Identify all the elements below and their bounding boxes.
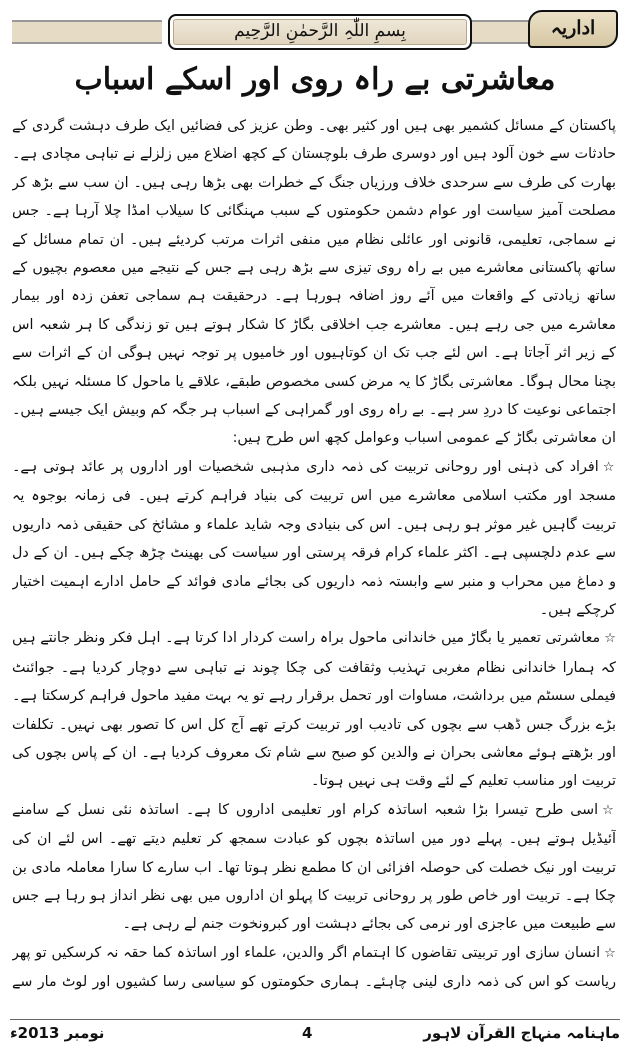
- page-number: 4: [302, 1024, 313, 1042]
- section-tag: [528, 10, 618, 48]
- magazine-name: ماہنامہ منہاج القرآن لاہور: [423, 1024, 620, 1042]
- paragraph-text: معاشرتی تعمیر یا بگاڑ میں خاندانی ماحول براہ راست کردار ادا کرتا ہے۔ اہل فکر ونظر جانتے ہیں کہ ہمارا خاندانی نظام مغربی تہذیب وثقافت کی چکا چوند نے تباہی سے دوچار کردیا ہے۔ جوائنٹ فیملی سسٹم میں برداشت، مساوات اور تحمل برقرار رہے تو یہ بہت مفید ماحول فراہم کرسکتا ہے۔ بڑے بزرگ جس ڈھب سے بچوں کی تادیب اور تربیت کرتے تھے آج کل اس کا تصور بھی نہیں۔ تکلفات اور بڑھتے ہوئے معاشی بحران نے والدین کو صبح سے شام تک معروف کردیا ہے۔ ان کے پاس بچوں کی تربیت اور مناسب تعلیم کے لئے وقت ہی نہیں ہوتا۔: [12, 630, 616, 790]
- star-bullet-icon: ☆: [604, 945, 616, 961]
- star-bullet-icon: ☆: [602, 459, 616, 475]
- bismillah-banner: [168, 14, 472, 50]
- paragraph-intro: پاکستان کے مسائل کشمیر بھی ہیں اور کثیر بھی۔ وطن عزیز کی فضائیں ایک طرف دہشت گردی کے حادثات سے خون آلود ہیں اور دوسری طرف بلوچستان کے کچھ اضلاع میں زلزلے نے تباہی مچادی ہے۔ بھارت کی طرف سے سرحدی خلاف ورزیاں جنگ کے خطرات بھی بڑھا رہی ہیں۔ ان سب سے بڑھ کر مصلحت آمیز سیاست اور عوام دشمن حکومتوں کے سبب مہنگائی کا سیلاب امڈا چلا آرہا ہے۔ جس نے سماجی، تعلیمی، قانونی اور عائلی نظام میں منفی اثرات مرتب کردیئے ہیں۔ ان تمام مسائل کے ساتھ پاکستانی معاشرے میں بے راہ روی تیزی سے بڑھ رہی ہے جس کے نتیجے میں معصوم بچیوں کے ساتھ زیادتی کے واقعات میں آئے روز اضافہ ہورہا ہے۔ درحقیقت ہم سماجی تعفن زدہ اور بیمار معاشرے میں جی رہے ہیں۔ معاشرے جب اخلاقی بگاڑ کا شکار ہوتے ہیں تو زندگی کا ہر شعبہ اس کے زیر اثر آجاتا ہے۔ اس لئے جب تک ان کوتاہیوں اور خامیوں پر توجہ نہیں ہوگی ان کے اثرات سے بچنا محال ہوگا۔ معاشرتی بگاڑ کا یہ مرض کسی مخصوص طبقے، علاقے یا ماحول کا مسئلہ نہیں بلکہ اجتماعی نوعیت کا دردِ سر ہے۔ بے راہ روی اور گمراہی کے اسباب ہر جگہ کم وبیش ایک جیسے ہیں۔ ان معاشرتی بگاڑ کے عمومی اسباب وعوامل کچھ اس طرح ہیں:: [12, 118, 616, 447]
- article-title: معاشرتی بے راہ روی اور اسکے اسباب: [74, 62, 556, 97]
- issue-date: نومبر 2013ء: [10, 1024, 105, 1042]
- section-tag-label: اداریہ: [550, 17, 596, 39]
- paragraph-family: [12, 624, 616, 795]
- paragraph-state: [12, 939, 616, 1000]
- header: [8, 8, 622, 46]
- footer: [10, 1024, 620, 1048]
- header-ornament-left: [12, 20, 162, 44]
- paragraph-text: اسی طرح تیسرا بڑا شعبہ اساتذہ کرام اور تعلیمی اداروں کا ہے۔ اساتذہ نئی نسل کے سامنے آئیڈیل ہوتے ہیں۔ پہلے دور میں اساتذہ بچوں کو عبادت سمجھ کر تعلیم دیتے تھے۔ اس لئے ان کی تربیت اور نیک خصلت کی حوصلہ افزائی ان کا مطمع نظر ہوتا تھا۔ اب سارے کا سارا معاملہ مادی بن چکا ہے۔ تربیت اور خاص طور پر روحانی تربیت کا پہلو ان اداروں میں بھی نظر انداز ہو رہا ہے جس سے طبیعت میں عاجزی اور نرمی کی بجائے دہشت اور کبرونخوت جنم لے رہی ہے۔: [12, 801, 616, 933]
- bismillah-text: بِسمِ اللّٰہِ الرَّحمٰنِ الرَّحِیم: [234, 21, 406, 41]
- star-bullet-icon: ☆: [604, 631, 616, 647]
- star-bullet-icon: ☆: [602, 802, 616, 818]
- paragraph-text: افراد کی ذہنی اور روحانی تربیت کی ذمہ داری مذہبی شخصیات اور اداروں پر عائد ہوتی ہے۔ مسجد اور مکتب اسلامی معاشرے میں اس تربیت کی بنیاد فراہم کرتے ہیں۔ فی زمانہ بوجوہ یہ تربیت گاہیں غیر موثر ہو رہی ہیں۔ اس کی بنیادی وجہ شاید علماء و مشائخ کی حقیقی ذمہ داریوں سے عدم دلچسپی ہے۔ اکثر علماء کرام فرقہ پرستی اور سیاست کی بھینٹ چڑھ چکے ہیں۔ ان کے دل و دماغ میں محراب و منبر سے وابستہ ذمہ داریوں کی بجائے مادی فوائد کے حامل ادارے اہمیت اختیار کرچکے ہیں۔: [12, 458, 616, 618]
- paragraph-religious: [12, 453, 616, 624]
- article-body: [12, 112, 616, 1000]
- paragraph-text: انسان سازی اور تربیتی تقاضوں کا اہتمام اگر والدین، علماء اور اساتذہ کما حقہ نہ کرسکیں تو پھر ریاست کو اس کی ذمہ داری لینی چاہئے۔ ہماری حکومتوں کو سیاسی رسا کشیوں اور لوٹ مار سے: [12, 944, 616, 991]
- paragraph-teachers: [12, 796, 616, 939]
- footer-divider: [10, 1019, 620, 1020]
